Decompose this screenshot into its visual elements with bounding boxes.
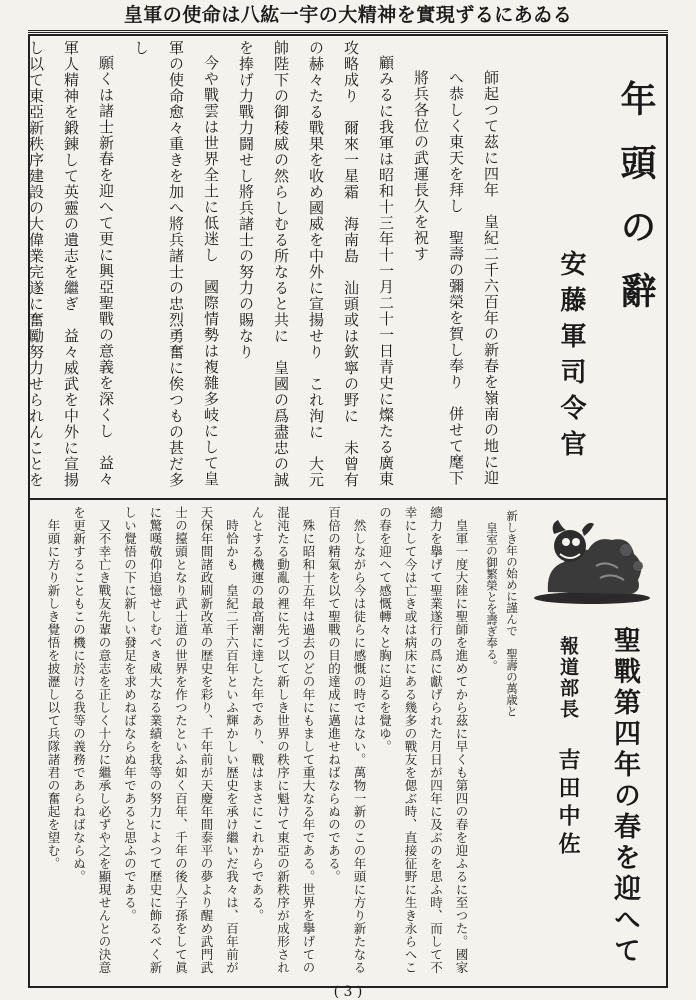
page-number: ( 3 ) — [333, 984, 363, 1000]
bottom-article-paragraph: 皇軍一度大陸に聖師を進めてから茲に早くも第四の春を迎ふるに至つた。國家總力を擧げて聖業遂行の爲に獻げられた月日が四年に及ぶのを思ふ時、而して不幸にして今は亡き或は病床にある幾多の戰友を偲ぶ時、直接征野に生き永らへこの春を迎へて感慨轉々と胸に迫るを覺ゆ。 — [377, 506, 469, 974]
bottom-article-paragraph: 殊に昭和十五年は過去のどの年にもまして重大なる年である。世界を擧げての混沌たる動亂の裡に先づ以て新しき世界の秩序に魁けて東亞の新秩序が成形されんとする機運の最高潮に達した年であり、戰はまさにこれからである。 — [250, 506, 316, 974]
top-article-paragraph: 今や戰雲は世界全土に低迷し 國際情勢は複雜多岐にして皇軍の使命愈々重きを加へ將兵諸士の忠烈勇奮に俟つもの甚だ多し — [132, 40, 220, 488]
top-article-body — [27, 40, 534, 492]
section-divider — [28, 498, 668, 500]
top-article-paragraph: 願くは諸士新春を迎へて更に興亞聖戰の意義を深くし 益々軍人精神を鍛錬して英靈の遺志を繼ぎ 益々威武を中外に宣揚し以て東亞新秩序建設の大偉業完遂に奮勵努力せられんことを — [27, 40, 115, 488]
epigraph-line: 新しき年の始めに謹んで 聖壽の萬歳と — [505, 510, 519, 717]
lion-dog-emblem-icon — [526, 506, 658, 606]
bottom-article-heading — [522, 506, 662, 980]
bottom-article-title: 聖戰第四年の春を迎へて — [609, 626, 640, 967]
bottom-article-paragraph: 年頭に方り新しき覺悟を披瀝し以て兵隊諸君の奮起を望む。 — [46, 518, 61, 870]
bottom-article-author-name: 吉田中佐 — [555, 748, 581, 860]
bottom-article — [34, 506, 662, 980]
running-header: 皇軍の使命は八紘一宇の大精神を實現ずるにあゐる — [28, 0, 668, 33]
bottom-article-author — [553, 636, 584, 976]
top-article-paragraph: 師起つて茲に四年 皇紀二千六百年の新春を嶺南の地に迎へ恭しく東天を拜し 聖壽の彌榮を賀し奉り 併せて麾下將兵各位の武運長久を祝す — [412, 70, 500, 486]
bottom-article-paragraph: 又不幸亡き戰友先輩の意志を正しく十分に繼承し必ずや之を顯現せんとの決意を更新することもこの機に於ける我等の義務であらねばならぬ。 — [71, 506, 112, 974]
top-article — [27, 40, 662, 492]
bottom-article-paragraph: 然しながら今は徒らに感慨の時ではない。萬物一新のこの年頭に方り新たなる百倍の精氣を以て聖戰の目的達成に邁進せねばならぬのである。 — [326, 506, 367, 974]
top-article-title: 年頭の辭 — [615, 80, 657, 336]
epigraph-line: 皇室の御繁榮とを壽ぎ奉る。 — [485, 521, 499, 671]
bottom-article-epigraph — [474, 506, 522, 980]
bottom-article-paragraph: 時恰かも 皇紀二千六百年といふ輝かしい歴史を承け繼いだ我々は、百年前が天保年間諸政刷新改革の歴史を彩り、千年前が天慶年間泰平の夢より醒め武門武士の擡頭となり武士道の世界を作つたといふ如く百年、千年の後人子孫をして眞に驚嘆敬仰追憶せしむべき威大なる業績を我等の努力によつて歴史に飾るべく新しい覺悟の下に新しい發足を求めねばならぬ年であると思ふのである。 — [122, 506, 240, 974]
top-article-author: 安藤軍司令官 — [556, 250, 586, 466]
bottom-article-author-rank: 報道部長 — [557, 636, 579, 720]
top-article-paragraph: 顧みるに我軍は昭和十三年十一月二十一日青史に燦たる廣東攻略成り 爾來一星霜 海南島 汕頭或は欽寧の野に 未曾有の赫々たる戰果を收め國威を中外に宣揚せり これ洵に 大元帥陛下の御稜威の然らしむる所なると共に 皇國の爲盡忠の誠を捧げ力戰力闘せし將兵諸士の努力の賜なり — [237, 40, 395, 488]
bottom-article-body — [36, 506, 474, 980]
